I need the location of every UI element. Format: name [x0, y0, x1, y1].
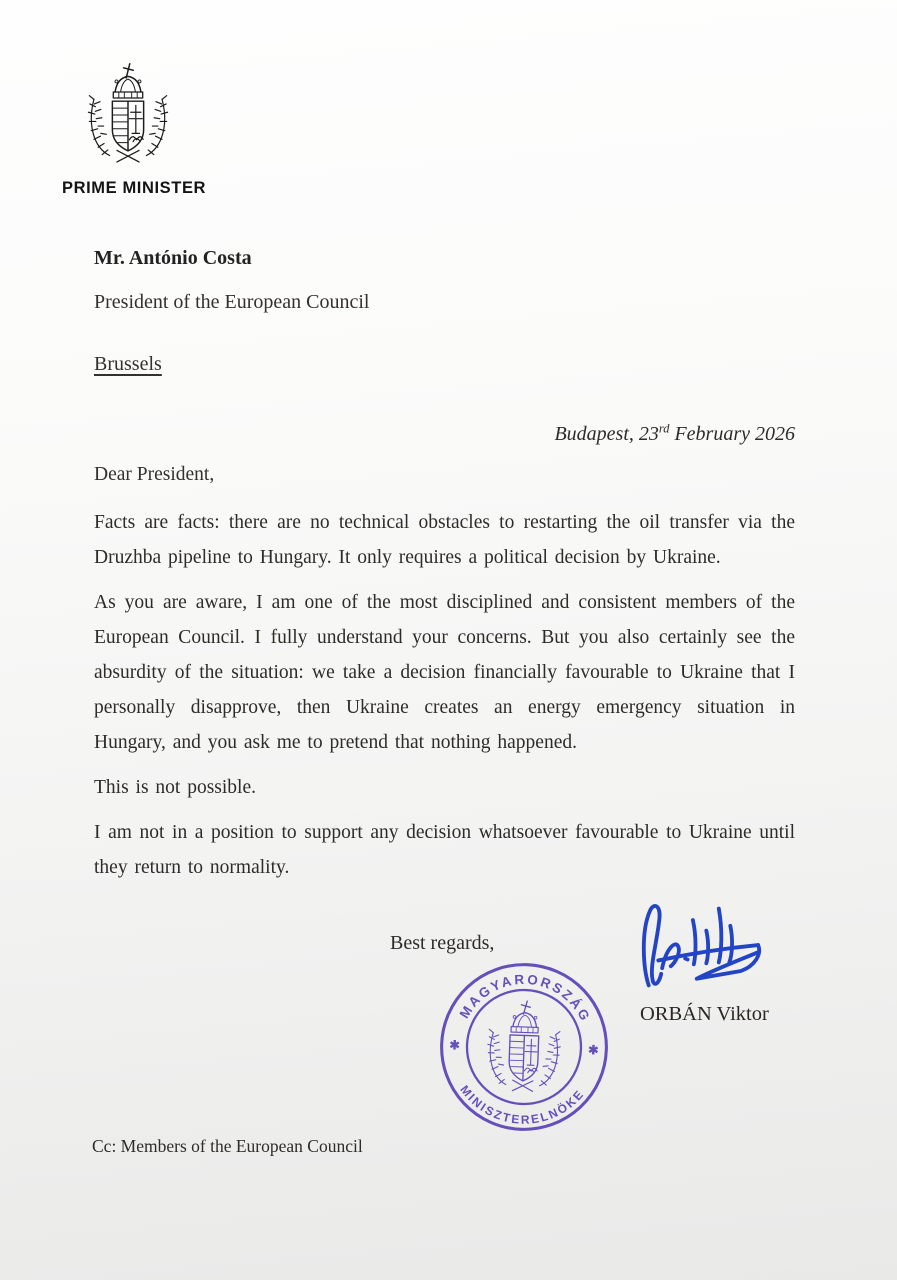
stamp-top-text: MAGYARORSZÁG	[456, 971, 594, 1025]
recipient-title: President of the European Council	[94, 291, 370, 313]
hungarian-coat-of-arms-icon	[82, 62, 174, 168]
body-paragraph-3: This is not possible.	[94, 777, 257, 798]
dateline	[94, 421, 795, 447]
date-suffix: February 2026	[669, 423, 795, 445]
body-paragraph-1: Facts are facts: there are no technical obstacles to restarting the oil transfer via the Druzhba pipeline to Hungary. It only requires a political decision by Ukraine.	[94, 512, 795, 568]
letter-body	[94, 245, 795, 895]
stamp-coat-of-arms-icon	[486, 999, 562, 1093]
body-paragraph-2: As you are aware, I am one of the most disciplined and consistent members of the European Council. I fully understand your concerns. But you also certainly see the absurdity of the situation: we take a decision financially favourable to Ukraine that I personally disapprove, then Ukraine creates an energy emergency situation in Hungary, and you ask me to pretend that nothing happened.	[94, 592, 795, 753]
stamp-star-right-icon: ✱	[587, 1043, 599, 1058]
recipient-name: Mr. António Costa	[94, 247, 252, 269]
cc-line: Cc: Members of the European Council	[92, 1135, 363, 1156]
official-stamp	[430, 953, 618, 1141]
stamp-bottom-text: MINISZTERELNÖKE	[457, 1082, 588, 1127]
valediction: Best regards,	[390, 932, 495, 954]
body-paragraph-4: I am not in a position to support any decision whatsoever favourable to Ukraine until they return to normality.	[94, 822, 795, 878]
recipient-city: Brussels	[94, 353, 162, 375]
signer-name: ORBÁN Viktor	[640, 1003, 769, 1025]
date-ordinal-suffix: rd	[658, 421, 670, 436]
stamp-star-left-icon: ✱	[449, 1038, 461, 1053]
signature-scribble-icon	[633, 899, 771, 995]
letterhead-title: PRIME MINISTER	[62, 179, 207, 197]
date-prefix: Budapest, 23	[554, 423, 659, 445]
salutation: Dear President,	[94, 464, 215, 485]
